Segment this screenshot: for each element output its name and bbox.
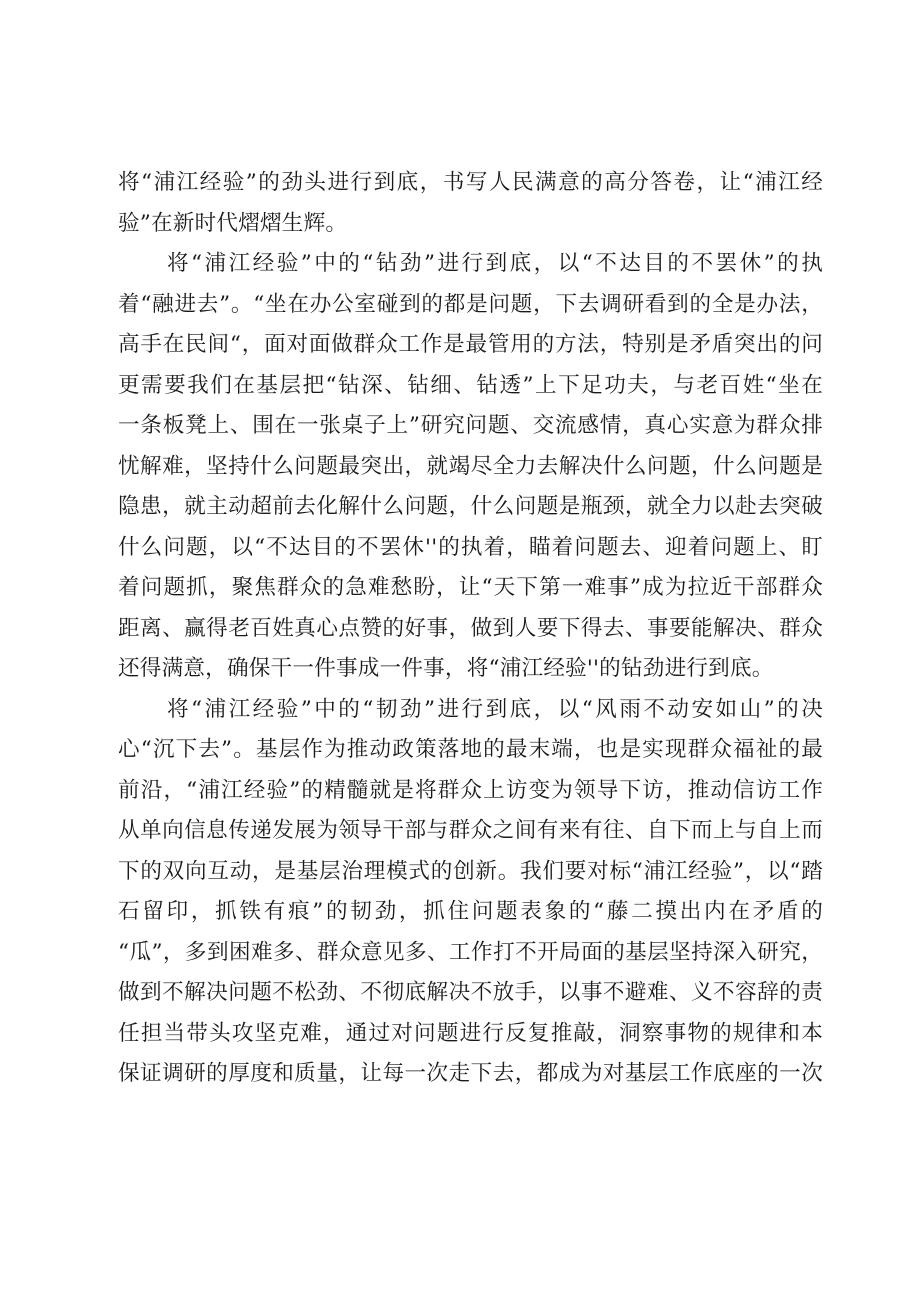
text-line: 隐患，就主动超前去化解什么问题，什么问题是瓶颈，就全力以赴去突破 bbox=[118, 494, 823, 519]
text-line: 着“融进去”。“坐在办公室碰到的都是问题，下去调研看到的全是办法， bbox=[118, 291, 823, 317]
text-line: 着问题抓，聚焦群众的急难愁盼，让“天下第一难事”成为拉近干部群众 bbox=[118, 575, 823, 600]
body-text bbox=[118, 163, 823, 1095]
text-line: 将“浦江经验”中的“韧劲”进行到底，以“风雨不动安如山”的决 bbox=[167, 696, 823, 722]
text-line: 高手在民间“，面对面做群众工作是最管用的方法，特别是矛盾突出的问 bbox=[118, 332, 823, 357]
text-line: 一条板凳上、围在一张桌子上”研究问题、交流感情，真心实意为群众排 bbox=[118, 413, 823, 438]
paragraph-2 bbox=[118, 244, 823, 690]
text-line: 从单向信息传递发展为领导干部与群众之间有来有往、自下而上与自上而 bbox=[118, 818, 823, 843]
paragraph-3 bbox=[118, 690, 823, 1095]
text-line: “瓜”，多到困难多、群众意见多、工作打不开局面的基层坚持深入研究， bbox=[118, 939, 823, 965]
text-line: 保证调研的厚度和质量，让每一次走下去，都成为对基层工作底座的一次 bbox=[118, 1061, 823, 1086]
text-line: 距离、赢得老百姓真心点赞的好事，做到人要下得去、事要能解决、群众 bbox=[118, 615, 823, 641]
text-line: 将“浦江经验”的劲头进行到底，书写人民满意的高分答卷，让“浦江经 bbox=[118, 170, 823, 195]
text-line: 前沿，“浦江经验”的精髓就是将群众上访变为领导下访，推动信访工作 bbox=[118, 777, 823, 803]
text-line: 任担当带头攻坚克难，通过对问题进行反复推敲，洞察事物的规律和本 bbox=[118, 1020, 823, 1046]
text-line: 心“沉下去”。基层作为推动政策落地的最末端，也是实现群众福祉的最 bbox=[118, 737, 823, 762]
text-line: 什么问题，以“不达目的不罢休''的执着，瞄着问题去、迎着问题上、盯 bbox=[118, 534, 823, 560]
text-line: 验”在新时代熠熠生辉。 bbox=[118, 210, 348, 236]
text-line: 做到不解决问题不松劲、不彻底解决不放手，以事不避难、义不容辞的责 bbox=[118, 980, 823, 1005]
text-line: 还得满意，确保干一件事成一件事，将“浦江经验''的钻劲进行到底。 bbox=[118, 656, 774, 681]
paragraph-1 bbox=[118, 163, 823, 244]
text-line: 将“浦江经验”中的“钻劲”进行到底，以“不达目的不罢休”的执 bbox=[167, 251, 823, 276]
text-line: 更需要我们在基层把“钻深、钻细、钻透”上下足功夫，与老百姓“坐在 bbox=[118, 372, 823, 398]
text-line: 忧解难，坚持什么问题最突出，就竭尽全力去解决什么问题，什么问题是 bbox=[118, 453, 823, 479]
text-line: 石留印，抓铁有痕”的韧劲，抓住问题表象的“藤二摸出内在矛盾的 bbox=[118, 899, 823, 924]
text-line: 下的双向互动，是基层治理模式的创新。我们要对标“浦江经验”，以“踏 bbox=[118, 858, 823, 884]
